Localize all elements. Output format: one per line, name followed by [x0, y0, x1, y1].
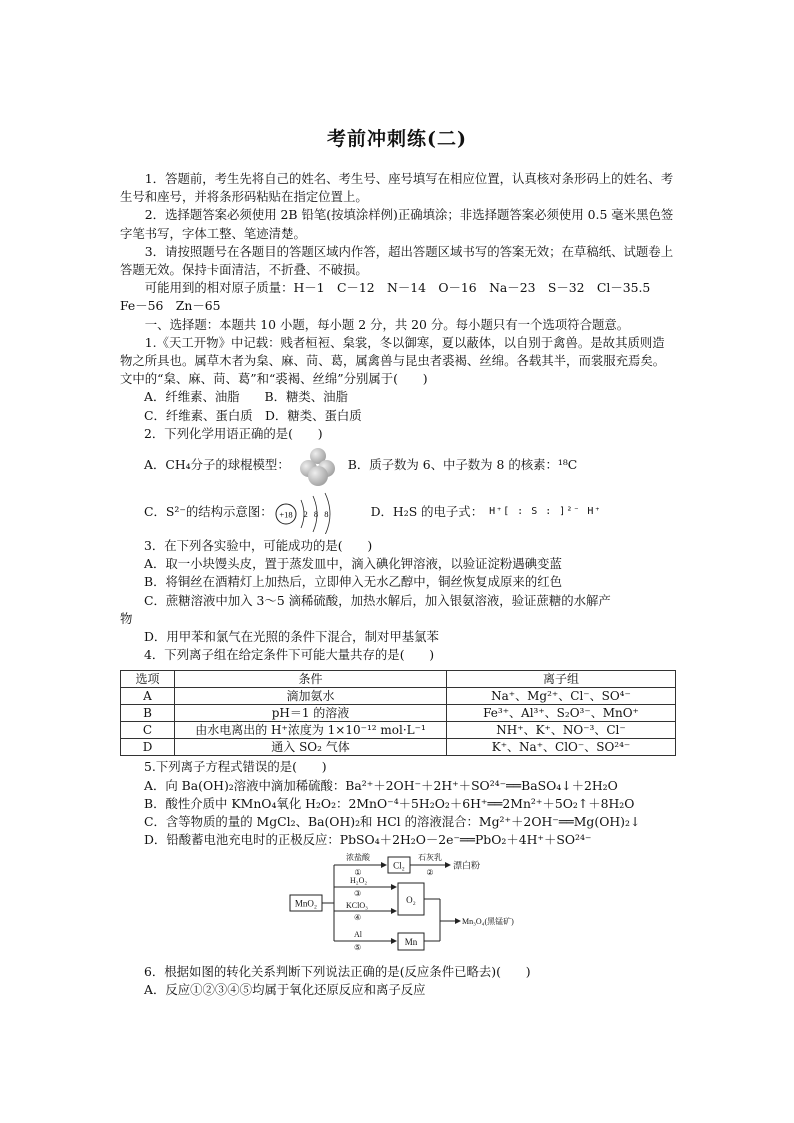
option-cell: B	[121, 705, 175, 722]
condition-cell: pH＝1 的溶液	[175, 705, 447, 722]
condition-cell: 由水电离出的 H⁺浓度为 1×10⁻¹² mol·L⁻¹	[175, 722, 447, 739]
q3-stem: 3．在下列各实验中，可能成功的是( )	[144, 538, 373, 554]
product-bleach: 漂白粉	[453, 860, 481, 871]
q4-stem: 4．下列离子组在给定条件下可能大量共存的是( )	[144, 647, 435, 663]
q5-option-c: C．含等物质的量的 MgCl₂、Ba(OH)₂和 HCl 的溶液混合：Mg²⁺＋2OH⁻══Mg(OH)₂↓	[144, 814, 641, 830]
reagent-h2o2: H₂O₂	[350, 876, 368, 886]
option-cell: A	[121, 688, 175, 705]
q2-row-ab	[120, 443, 676, 487]
q6-stem: 6．根据如图的转化关系判断下列说法正确的是(反应条件已略去)( )	[144, 963, 531, 979]
table-row	[121, 722, 676, 739]
reaction-5: ⑤	[354, 943, 362, 953]
q2-option-b: B．质子数为 6、中子数为 8 的核素：¹⁸C	[347, 456, 578, 472]
ion-table	[120, 670, 676, 756]
table-row	[121, 688, 676, 705]
section-heading: 一、选择题：本题共 10 小题，每小题 2 分，共 20 分。每小题只有一个选项符合题意。	[144, 316, 630, 332]
q5-option-b: B．酸性介质中 KMnO₄氧化 H₂O₂：2MnO⁻⁴＋5H₂O₂＋6H⁺══2Mn²⁺＋5O₂↑＋8H₂O	[144, 795, 635, 811]
ions-cell: K⁺、Na⁺、ClO⁻、SO²⁴⁻	[447, 739, 676, 756]
q6-option-a: A．反应①②③④⑤均属于氧化还原反应和离子反应	[144, 981, 426, 997]
condition-cell: 滴加氨水	[175, 688, 447, 705]
atomic-structure-diagram	[273, 490, 345, 534]
q5-option-a: A．向 Ba(OH)₂溶液中滴加稀硫酸：Ba²⁺＋2OH⁻＋2H⁺＋SO²⁴⁻══BaSO₄↓＋2H₂O	[144, 777, 618, 793]
q5-stem: 5.下列离子方程式错误的是( )	[144, 759, 327, 775]
option-cell: D	[121, 739, 175, 756]
reagent-al: Al	[354, 930, 362, 940]
product-cl2: Cl₂	[393, 860, 405, 871]
electron-shells: 2 8 8	[303, 509, 331, 520]
atomic-masses: 可能用到的相对原子质量：H－1 C－12 N－14 O－16 Na－23 S－32 Cl－35.5 Fe－56 Zn－65	[120, 280, 663, 314]
ions-cell: Na⁺、Mg²⁺、Cl⁻、SO⁴⁻	[447, 688, 676, 705]
reaction-2: ②	[426, 868, 434, 878]
product-mn3o4: Mn₃O₄(黑锰矿)	[462, 917, 514, 927]
q5-option-d: D．铅酸蓄电池充电时的正极反应：PbSO₄＋2H₂O－2e⁻══PbO₂＋4H⁺＋SO²⁴⁻	[144, 832, 592, 848]
header-option: 选项	[121, 671, 175, 688]
product-mn: Mn	[404, 937, 418, 948]
q3-option-a: A．取一小块馒头皮，置于蒸发皿中，滴入碘化钾溶液，以验证淀粉遇碘变蓝	[144, 556, 562, 572]
q2-option-a: A．CH₄分子的球棍模型：	[144, 456, 290, 472]
exam-content	[120, 170, 676, 999]
header-ions: 离子组	[447, 671, 676, 688]
reaction-4: ④	[354, 913, 362, 923]
q3-option-d: D．用甲苯和氯气在光照的条件下混合，制对甲基氯苯	[144, 629, 439, 645]
reagent-hcl: 浓盐酸	[346, 853, 370, 863]
ions-cell: NH⁺、K⁺、NO⁻³、Cl⁻	[447, 722, 676, 739]
electron-formula: H⁺[ : S : ]²⁻ H⁺	[489, 505, 602, 517]
q2-stem: 2．下列化学用语正确的是( )	[144, 425, 323, 441]
instruction-2: 2．选择题答案必须使用 2B 铅笔(按填涂样例)正确填涂；非选择题答案必须使用 0.5 毫米黑色签字笔书写，字体工整、笔迹清楚。	[120, 207, 674, 241]
reaction-3: ③	[354, 889, 362, 899]
option-cell: C	[121, 722, 175, 739]
instruction-3: 3．请按照题号在各题目的答题区域内作答，超出答题区域书写的答案无效；在草稿纸、试题卷上答题无效。保持卡面清洁，不折叠、不破损。	[120, 243, 674, 278]
table-row	[121, 705, 676, 722]
ions-cell: Fe³⁺、Al³⁺、S₂O³⁻、MnO⁺	[447, 705, 676, 722]
instruction-1: 1．答题前，考生先将自己的姓名、考生号、座号填写在相应位置，认真核对条形码上的姓名、考生号和座号，并将条形码粘贴在指定位置上。	[120, 171, 674, 205]
conversion-diagram	[288, 853, 588, 953]
q2-row-cd	[120, 487, 676, 537]
q2-option-d: D．H₂S 的电子式：	[370, 503, 484, 519]
q3-option-c: C．蔗糖溶液中加入 3～5 滴稀硫酸，加热水解后，加入银氨溶液，验证蔗糖的水解产	[144, 592, 611, 608]
reaction-1: ①	[354, 868, 362, 878]
product-o2: O₂	[406, 895, 416, 906]
reagent-lime: 石灰乳	[418, 853, 442, 863]
q2-option-c: C．S²⁻的结构示意图：	[144, 503, 273, 519]
condition-cell: 通入 SO₂ 气体	[175, 739, 447, 756]
table-row	[121, 739, 676, 756]
start-mno2: MnO₂	[294, 898, 318, 909]
reagent-kclo3: KClO₃	[346, 901, 368, 911]
page-title: 考前冲刺练(二)	[327, 128, 467, 150]
header-condition: 条件	[175, 671, 447, 688]
q1-options-ab: A．纤维素、油脂 B．糖类、油脂	[144, 389, 348, 405]
q3-option-b: B．将铜丝在酒精灯上加热后，立即伸入无水乙醇中，铜丝恢复成原来的红色	[144, 574, 562, 590]
q3-option-c-cont: 物	[120, 610, 133, 626]
q1-stem: 1.《天工开物》中记载：贱者桓裋、枲裳，冬以御寒，夏以蔽体，以自别于禽兽。是故其质则造物之所具也。属草木者为枲、麻、苘、葛，属禽兽与昆虫者裘褐、丝绵。各载其半，而裳服充焉矣。文中的“枲、麻、苘、葛”和“裘褐、丝绵”分别属于( )	[120, 334, 666, 387]
nucleus-charge: +18	[278, 509, 293, 520]
table-header-row	[121, 671, 676, 688]
q1-options-cd: C．纤维素、蛋白质 D．糖类、蛋白质	[144, 407, 362, 423]
ball-stick-model-image	[296, 446, 342, 484]
